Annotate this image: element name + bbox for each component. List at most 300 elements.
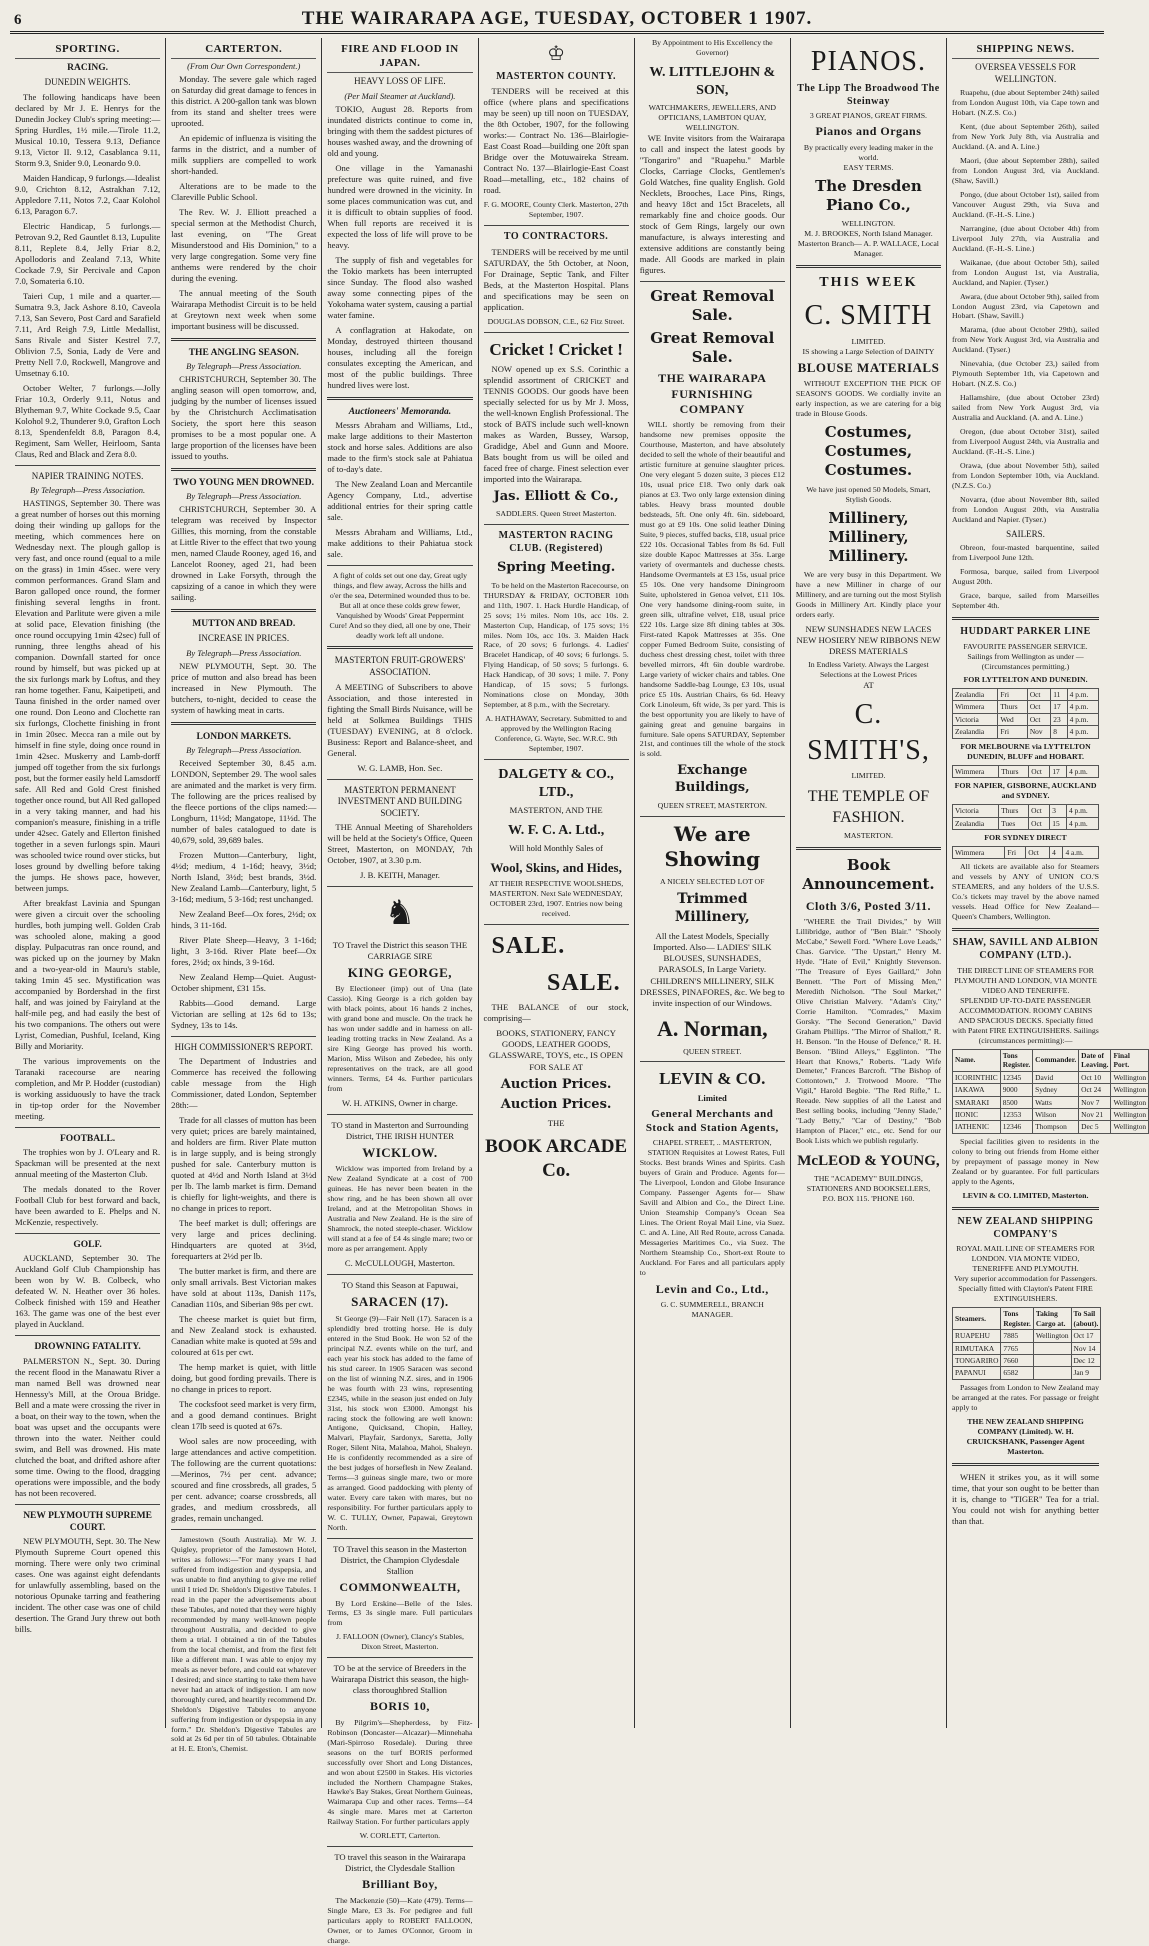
furnishing-company: THE WAIRARAPA FURNISHING COMPANY [658, 371, 767, 417]
littlejohn-body: WE Invite visitors from the Wairarapa to call and inspect the latest goods by "Tongariro" and "Ruapehu." Marble Clocks, Carriage Clocks, Gentlemen's Gold Watches, fine quality English. Gold Necklets, Brooches, Lace Pins, Rings, and heavy 18ct and 15ct Bracelets, all remarkably fine and choice goods. Our stock of Gem Rings, largely our own manufacture, is always interesting and extensive additions are constantly being made. All Goods are marked in plain figures. [639, 132, 785, 275]
ad-signature: W. G. LAMB, Hon. Sec. [357, 762, 443, 773]
article-paragraph: The butter market is firm, and there are only small arrivals. Best Victorian makes have sold at about 113s, Danish 117s, Canadian 110s, and Siberian 98s per cwt. [171, 1266, 317, 1310]
divider [327, 886, 472, 887]
stallion-name: Brilliant Boy, [362, 1877, 438, 1892]
showing-body: A NICELY SELECTED LOT OF [660, 876, 765, 886]
littlejohn-firm: W. LITTLEJOHN & SON, [649, 64, 776, 98]
heading-golf: GOLF. [73, 1240, 102, 1251]
table-cell: Tues [999, 817, 1029, 829]
shipping-item: Formosa, barque, sailed from Liverpool August 20th. [952, 567, 1100, 587]
column-1 [10, 38, 166, 1728]
table-cell: 12353 [1000, 1108, 1032, 1120]
table-cell: 6582 [1001, 1367, 1033, 1379]
table-cell: Dec 5 [1079, 1121, 1111, 1133]
table-cell: 12346 [1000, 1121, 1032, 1133]
article-paragraph: The annual meeting of the South Wairarapa Methodist Circuit is to be held at Greytown next week when some important business will be discussed. [171, 287, 317, 331]
divider [484, 225, 629, 226]
divider [952, 1207, 1099, 1210]
heading-dunedin-weights: DUNEDIN WEIGHTS. [44, 77, 131, 88]
notice-heading: MASTERTON COUNTY. [496, 70, 617, 82]
article-paragraph: Alterations are to be made to the Clareville Public School. [171, 180, 317, 202]
table-cell: Wilson [1033, 1108, 1079, 1120]
divider [327, 1657, 472, 1658]
wool-skins-hides: Wool, Skins, and Hides, [490, 859, 622, 875]
table-cell: Wellington [1111, 1084, 1149, 1096]
new-items-list: NEW SUNSHADES NEW LACES NEW HOSIERY NEW RIBBONS NEW DRESS MATERIALS [796, 623, 941, 657]
divider [15, 1335, 160, 1336]
table-header-cell: Tons Register. [1000, 1049, 1032, 1071]
heading-drowning: DROWNING FATALITY. [34, 1342, 141, 1353]
table-cell: 4 a.m. [1063, 847, 1099, 859]
table-row [953, 1108, 1149, 1120]
article-paragraph: PALMERSTON N., Sept. 30. During the recent flood in the Manawatu River a man named Bell was drowned near Hennessy's Mill, at the Oroua Bridge. Bell and a mate were crossing the river in a boat, on their way to the town, when the boat was upset and the occupants were thrown into the water. Neither could swim, and Bell was drowned. His mate clutched the boat, and drifted ashore after some time. Owing to the flood, dragging operations were impossible, and the body has not been recovered. [15, 1355, 161, 1498]
table-cell: 4 [1050, 847, 1063, 859]
divider [15, 1127, 160, 1128]
racing-club-signature: A. HATHAWAY, Secretary. Submitted to and approved by the Wellington Racing Conference, G. Wayte, Sec. W.R.C. 9th September, 1907. [485, 714, 627, 754]
stallion-name: COMMONWEALTH, [339, 1580, 461, 1595]
table-header-row [953, 1308, 1101, 1330]
nzs-body: Very superior accommodation for Passengers. Specially fitted with Clayton's Patent FIRE EXTINGUISHERS. [953, 1274, 1098, 1304]
levin-address: CHAPEL STREET, .. MASTERTON, [652, 1138, 772, 1148]
elliott-firm: Jas. Elliott & Co., [493, 488, 619, 504]
auction-prices: Auction Prices. [500, 1076, 612, 1092]
divider [952, 928, 1099, 931]
article-paragraph: Monday. The severe gale which raged on Saturday did great damage to fences in this district. A 200-gallon tank was blown from its stand and shelter trees were uprooted. [171, 73, 317, 128]
divider [484, 924, 629, 925]
nzs-sub: ROYAL MAIL LINE OF STEAMERS FOR LONDON. VIA MONTE VIDEO, TENERIFFE AND PLYMOUTH. [956, 1244, 1095, 1274]
heading-london-markets: LONDON MARKETS. [196, 731, 291, 742]
wfca-heading: W. F. C. A. Ltd., [507, 822, 605, 838]
subheading-oversea-vessels: OVERSEA VESSELS FOR WELLINGTON. [975, 62, 1076, 84]
heading-supreme-court: NEW PLYMOUTH SUPREME COURT. [23, 1510, 152, 1533]
table-row [953, 726, 1099, 738]
divider [327, 646, 472, 649]
heading-football: FOOTBALL. [60, 1134, 116, 1145]
shipping-item: Awara, (due about October 9th), sailed from London August 23rd, via Capetown and Hobart. (Shaw, Savill.) [952, 291, 1100, 321]
article-paragraph: An epidemic of influenza is visiting the farms in the district, and a number of milk suppliers are compelled to work short-handed. [171, 132, 317, 176]
costumes-body: We have just opened 50 Models, Smart, Stylish Goods. [806, 484, 931, 504]
ad-signature: W. H. ATKINS, Owner in charge. [342, 1097, 458, 1108]
divider [171, 609, 316, 612]
subheading-prices: INCREASE IN PRICES. [198, 633, 290, 644]
ad-signature: C. McCULLOUGH, Masterton. [344, 1258, 455, 1269]
table-cell: IAKAWA [953, 1084, 1001, 1096]
divider [171, 468, 316, 471]
table-cell: 4 p.m. [1067, 688, 1098, 700]
blouse-materials: BLOUSE MATERIALS [797, 359, 940, 375]
divider [171, 722, 316, 725]
table-cell: Thurs [999, 805, 1029, 817]
table-cell: PAPANUI [953, 1367, 1001, 1379]
table-row [953, 701, 1099, 713]
shaw-savill-table [952, 1049, 1149, 1134]
tabules-advert: Jamestown (South Australia). Mr W. J. Quigley, proprietor of the Jamestown Hotel, writes as follows:—"For many years I had suffered from indigestion and dyspepsia, and was unable to find anything to give me relief until I tried Dr. Sheldon's Digestive Tabules. I read in the paper the advertisements about these Tabules, and noted that they were highly recommended by many well-known people throughout Australia, and decided to give them a trial. I obtained a tin of the Tabules from the local chemist, and from the first felt like a different man. I was able to enjoy my meals as never before, and could eat whatever I desired; and since starting to take them have never had an attack of indigestion. I am now thoroughly cured, and heartily recommend Dr. Sheldon's Digestive Tabules to anyone suffering from indigestion or dyspepsia in any form." Dr. Sheldon's Digestive Tabules are sold at 2s 6d per tin of 50 tabules. Obtainable at H. E. Eton's, Chemist. [171, 1535, 317, 1754]
levin-title: General Merchants and Stock and Station Agents, [645, 1108, 779, 1135]
article-paragraph: Messrs Abraham and Williams, Ltd., make additions to their Pahiatua stock sale. [327, 526, 473, 559]
table-row [953, 1071, 1149, 1083]
shipping-item: Narrangine, (due about October 4th) from Liverpool July 27th, via Australia and Auckland. (F.-H.-S. Line.) [952, 223, 1100, 253]
table-row [953, 817, 1099, 829]
article-paragraph: Messrs Abraham and Williams, Ltd., make large additions to their Masterton stock and horse sales. Additions are also made to the firm's stock sale at Pahiatua of to-day's date. [327, 419, 473, 474]
table-header-cell: Date of Leaving. [1079, 1049, 1111, 1071]
table-header-row [953, 1049, 1149, 1071]
table-header-cell: Tons Register. [1001, 1308, 1033, 1330]
subsection-racing: RACING. [67, 63, 109, 74]
column-3 [322, 38, 478, 1945]
mcleod-young: McLEOD & YOUNG, [797, 1153, 940, 1170]
article-paragraph: The New Zealand Loan and Mercantile Agency Company, Ltd., advertise additional entries for their spring cattle sale. [327, 478, 473, 522]
book-announcement: Book Announcement. [802, 856, 935, 894]
table-row [953, 847, 1099, 859]
levin-limited: Limited [697, 1093, 727, 1104]
heading-sailers: SAILERS. [1006, 528, 1045, 539]
shipping-item: Ninevahia, (due October 23,) sailed from Plymouth September 1th, via Capetown and Hobart. (N.Z.S. Co.) [952, 359, 1100, 389]
column-4 [479, 38, 635, 1728]
trimmed-millinery: Trimmed Millinery, [674, 890, 750, 925]
ad-signature: J. B. KEITH, Manager. [359, 870, 440, 881]
heading-high-commissioner: HIGH COMMISSIONER'S REPORT. [174, 1041, 313, 1052]
table-cell: 17 [1051, 701, 1067, 713]
table-row [953, 713, 1099, 725]
endless-variety: In Endless Variety. Always the Largest Selections at the Lowest Prices [808, 659, 929, 679]
dalgety-footer: AT THEIR RESPECTIVE WOOLSHEDS, MASTERTON. Next Sale WEDNESDAY, OCTOBER 23rd, 1907. Entries now being received. [488, 879, 624, 919]
ad-signature: J. FALLOON (Owner), Clancy's Stables, Dixon Street, Masterton. [335, 1632, 464, 1652]
table-header-cell: Name. [953, 1049, 1001, 1071]
dalgety-heading: DALGETY & CO., LTD., [498, 767, 614, 801]
huddart-parker-heading: HUDDART PARKER LINE [960, 626, 1091, 638]
hp-sailing-table [952, 846, 1099, 859]
table-cell: Fri [998, 726, 1027, 738]
article-paragraph: The various improvements on the Taranaki racecourse are nearing completion, and Mr P. Hodder (custodian) is working assiduously to have the track in tip-top order for the November meeting. [15, 1056, 161, 1122]
cricket-body: NOW opened up ex S.S. Corinthic a splendid assortment of CRICKET and TENNIS GOODS. Our goods have been specially selected for us by Mr J. Moss, the well-known English Professional. The stock of BATS include such well-known makes as Warden, Bussey, Warsop, Gradidge, Abel and Gunn and Moore. Bats bought from us will be oiled and faced free of charge. Finest selection ever imported into the Wairarapa. [483, 363, 629, 484]
columns [10, 38, 1147, 1945]
removal-sale-2: Great Removal Sale. [650, 329, 775, 367]
article-paragraph: CHRISTCHURCH, September 30. A telegram was received by Inspector Gillies, this morning, from the constable at Little River to the effect that two young men, named Claude Rooney, aged 16, and Lancelot Rooney, aged 21, had been drowned in Lake Forsyth, through the capsizing of a canoe in which they were sailing. [171, 504, 317, 603]
nzs-footer: Passages from London to New Zealand may be arranged at the rates. For passage or freight apply to [952, 1382, 1100, 1412]
ad-signature: W. CORLETT, Carterton. [359, 1831, 441, 1841]
article-paragraph: River Plate Sheep—Heavy, 3 1-16d; light, 3 3-16d. River Plate beef—Ox fores, 2½d; ox hinds, 3 9-16d. [171, 934, 317, 967]
article-paragraph: Wool sales are now proceeding, with large attendances and active competition. The following are the current quotations:—Merinos, 7½ per cent. advance; scoured and fine crossbreds, all grades, 5 per cent. advance; coarse crossbreds, all grades, and medium crossbreds, all grades, remain unchanged. [171, 1436, 317, 1524]
table-cell: Zealandia [953, 726, 998, 738]
table-row [953, 1342, 1101, 1354]
table-row [953, 1367, 1101, 1379]
column-6 [791, 38, 947, 1728]
shaw-savill-sub: THE DIRECT LINE OF STEAMERS FOR PLYMOUTH AND LONDON, VIA MONTE VIDEO AND TENERIFFE. [954, 965, 1097, 995]
byline: By Telegraph—Press Association. [30, 485, 146, 496]
table-cell: Jan 9 [1071, 1367, 1101, 1379]
hp-sailing-table [952, 688, 1099, 739]
table-cell: IIONIC [953, 1108, 1001, 1120]
pianos-grand: 3 GREAT PIANOS, GREAT FIRMS. [809, 111, 927, 121]
table-header-cell: Taking Cargo at. [1033, 1308, 1071, 1330]
table-cell: 11 [1051, 688, 1067, 700]
column-2 [166, 38, 322, 1754]
table-cell [1033, 1342, 1071, 1354]
article-paragraph: The medals donated to the Rover Football Club for best forward and back, have been awarded to E. Phelps and N. McKenzie, respectively. [15, 1184, 161, 1228]
article-paragraph: New Zealand Hemp—Quiet. August-October shipment, £31 15s. [171, 971, 317, 993]
divider [952, 617, 1099, 620]
shaw-savill-body: SPLENDID UP-TO-DATE PASSENGER ACCOMMODATION. ROOMY CABINS AND SPACIOUS DECKS. Specially fitted with Patent FIRE EXTINGUISHERS. Sailings (circumstances permitting):— [952, 995, 1099, 1045]
auction-prices-2: Auction Prices. [500, 1097, 612, 1113]
hp-route-heading: FOR NAPIER, GISBORNE, AUCKLAND and SYDNEY. [954, 781, 1097, 801]
csmith-limited: LIMITED. [851, 336, 886, 346]
divider [15, 1233, 160, 1234]
table-cell: 23 [1051, 713, 1067, 725]
table-cell [1033, 1355, 1071, 1367]
sale-the: THE [547, 1118, 565, 1129]
stallion-name: WICKLOW. [362, 1144, 438, 1160]
table-cell: David [1033, 1071, 1079, 1083]
this-week: THIS WEEK [819, 274, 918, 290]
table-cell: Zealandia [953, 817, 999, 829]
table-cell: Thurs [999, 765, 1029, 777]
table-cell: TONGARIRO [953, 1355, 1001, 1367]
column-5 [635, 38, 791, 1728]
shipping-item: Waikanae, (due about October 5th), sailed from London August 1st, via Australia, Auckland, and Napier. (Tyser.) [952, 257, 1100, 287]
temple-of-fashion: THE TEMPLE OF FASHION. [807, 788, 930, 826]
hp-sailing-table [952, 804, 1099, 830]
dresden-piano: The Dresden Piano Co., [815, 176, 922, 214]
costumes: Costumes, Costumes, Costumes. [824, 423, 913, 480]
table-cell: Fri [1005, 847, 1026, 859]
table-cell: 8 [1051, 726, 1067, 738]
showing-list: All the Latest Models, Specially Imported. Also— LADIES' SILK BLOUSES, SUNSHADES, PARASOLS, In Large Variety. CHILDREN'S MILLINERY, SILK DRESSES, PINAFORES, &c. We beg to invite inspection of our Windows. [639, 930, 785, 1009]
page-number: 6 [14, 12, 22, 28]
table-cell: Wimmera [953, 765, 999, 777]
divider [15, 465, 160, 466]
article-paragraph: Electric Handicap, 5 furlongs.—Petrovan 9.2, Red Gauntlet 8.13, Lupulite 8.11, Replete 8.4, Jelly Friar 8.2, Apollodoris and Zealand 7.13, White Cockade 7.9, Sir Percivale and Capon 7.0, Somateria 6.10. [15, 220, 161, 286]
pianos-heading: PIANOS. [810, 46, 927, 77]
table-cell: Fri [998, 688, 1027, 700]
divider [796, 847, 941, 850]
ad-intro: TO travel this season in the Wairarapa District, the Clydesdale Stallion [334, 1852, 466, 1874]
divider [640, 281, 785, 282]
ad-body: By Electioneer (imp) out of Una (late Cassio). King George is a rich golden bay with black points, about 16 hands 2 inches, with grand bone and muscle. On the track he has won under saddle and in harness on all-leading trotting tracks in New Zealand. As a sire King George has proved his worth. Marion, Miss Wilson and Zebedee, his only representatives on the track, are all good winners. Terms, £4 4s. Further particulars from [327, 984, 473, 1093]
table-cell: 7660 [1001, 1355, 1033, 1367]
table-cell: Thurs [998, 701, 1027, 713]
ad-building-society-body: THE Annual Meeting of Shareholders will be held at the Society's Office, Queen Street, Masterton, on MONDAY, 7th October, 1907, at 3.30 p.m. [327, 822, 473, 866]
shipping-item: Maori, (due about September 28th), sailed from London August 3rd, via Auckland. (Shaw, Savill.) [952, 155, 1100, 185]
ad-intro: TO Travel the District this season THE CARRIAGE SIRE [332, 939, 468, 961]
horse-icon: ♞ [384, 895, 416, 933]
millinery: Millinery, Millinery, Millinery. [828, 508, 909, 565]
shaw-savill-heading: SHAW, SAVILL AND ALBION COMPANY (LTD.). [952, 937, 1099, 962]
levin-footer: Levin and Co., Ltd., [655, 1281, 769, 1296]
shaw-savill-footer: Special facilities given to residents in the colony to bring out friends from Home either by prepayment of passage money in New Zealand or by guarantee. For full particulars apply to the Agents, [952, 1136, 1100, 1186]
table-cell: Sydney [1033, 1084, 1079, 1096]
table-cell: Oct [1026, 847, 1050, 859]
sale-body: THE BALANCE of our stock, comprising— [483, 1001, 629, 1023]
ad-intro: TO be at the service of Breeders in the Wairarapa District this season, the high-class thoroughbred Stallion [331, 1663, 469, 1696]
heading-auctioneers-memoranda: Auctioneers' Memoranda. [348, 406, 452, 417]
pianos-organs: Pianos and Organs [815, 124, 922, 139]
exchange-buildings: Exchange Buildings, [674, 763, 750, 796]
ad-fruit-growers-heading: MASTERTON FRUIT-GROWERS' ASSOCIATION. [334, 655, 466, 677]
divider [327, 565, 472, 566]
stallion-name: SARACEN (17). [351, 1294, 449, 1310]
table-cell: Zealandia [953, 688, 998, 700]
removal-sale: Great Removal Sale. [650, 286, 775, 324]
temple-sub: MASTERTON. [843, 831, 893, 841]
shipping-item: Oregon, (due about October 31st), sailed from Liverpool August 24th, via Australia and Auckland. (F.-H.-S. Line.) [952, 427, 1100, 457]
mcleod-address: P.O. BOX 115. 'PHONE 160. [822, 1194, 915, 1204]
tenders-heading: TO CONTRACTORS. [503, 231, 609, 243]
book-arcade-firm: BOOK ARCADE Co. [485, 1136, 628, 1182]
divider [640, 1061, 785, 1062]
table-cell: IATHENIC [953, 1121, 1001, 1133]
spring-meeting-title: Spring Meeting. [496, 560, 616, 576]
table-cell: 12345 [1000, 1071, 1032, 1083]
exchange-sub: QUEEN STREET, MASTERTON. [657, 800, 767, 810]
divider [640, 816, 785, 817]
table-row [953, 1330, 1101, 1342]
table-cell: RIMUTAKA [953, 1342, 1001, 1354]
racing-club-body: To be held on the Masterton Racecourse, on THURSDAY & FRIDAY, OCTOBER 10th and 11th, 1907. 1. Hack Hurdle Handicap, of 25 sovs; 1½ miles. Nom 10s, acc 10s. 2. Masterton Cup, Handicap, of 175 sovs; 1½ miles. Nom 10s, acc 10s. 3. Maiden Hack Race, of 20 sovs; 6 furlongs. 4. Ladies' Bracelet Handicap, of 40 sovs; 6 furlongs. 5. Flying Handicap, of 50 sovs; 5 furlongs. 6. Hack Handicap, of 30 sovs; 1 mile. 7. Pony Handicap, of 15 sovs; 5 furlongs. Nominations close on Monday, 30th September, at 8 p.m., with the Secretary. [483, 580, 629, 710]
shipping-item: Orawa, (due about November 5th), sailed from London September 10th, via Auckland. (N.Z.S. Co.) [952, 461, 1100, 491]
appointment-note: By Appointment to His Excellency the Governor) [651, 38, 773, 57]
hp-route-heading: FOR LYTTELTON AND DUNEDIN. [963, 674, 1088, 684]
table-cell: 4 p.m. [1067, 805, 1099, 817]
table-row [953, 1084, 1149, 1096]
divider [327, 1846, 472, 1847]
table-header-cell: Commander. [1033, 1049, 1079, 1071]
millinery-body: We are very busy in this Department. We have a new Milliner in charge of our Millinery, and are turning out the most Stylish Goods in Millinery Art. Kindly place your orders early. [795, 570, 942, 620]
organs-body: By practically every leading maker in the world. [803, 142, 933, 162]
shaw-savill-agents: LEVIN & CO. LIMITED, Masterton. [962, 1190, 1089, 1200]
heading-two-young-men: TWO YOUNG MEN DROWNED. [173, 477, 315, 488]
nzs-heading: NEW ZEALAND SHIPPING COMPANY'S [957, 1215, 1094, 1240]
ad-body: Wicklow was imported from Ireland by a New Zealand Syndicate at a cost of 700 guineas. He has never been beaten in the show ring, and he has been shown all over Ireland, and at the Metropolitan Shows in Australia and New Zealand. He is the sire of Shamrock, the noted steeple-chaser. Wicklow will stand at a fee of £4 4s single mare; two or more as per arrangement. Apply [327, 1164, 473, 1254]
csmith-firm: C. SMITH [804, 299, 933, 331]
shipping-item: Marama, (due about October 29th), sailed from New York August 3rd, via Australia and Auckland. (Tyser.) [952, 325, 1100, 355]
sale-items: BOOKS, STATIONERY, FANCY GOODS, LEATHER GOODS, GLASSWARE, TOYS, etc., IS OPEN FOR SALE AT [489, 1027, 624, 1072]
notice-body: TENDERS will be received at this office (where plans and specifications may be seen) up till noon on TUESDAY, the 8th October, 1907, for the following works:— Contract No. 136—Blairlogie-East Coast Road—building one 20ft span Bridge over the Motuwaireka Stream. Contract No. 137—Blairlogie-East Coast Road—metalling, etc., 182 chains of road. [483, 86, 629, 196]
article-paragraph: Trade for all classes of mutton has been very quiet; prices are barely maintained, and holders are firm. River Plate mutton is in large supply, and is being strongly pushed for sale. Canterbury mutton is quoted at 4½d and North Island at 3½d per lb. The lamb market is firm. Demand is chiefly for light-weights, and there is no change in prices to report. [171, 1115, 317, 1214]
article-paragraph: Rabbits—Good demand. Large Victorian are selling at 12s 6d to 13s; Sydney, 13s to 14s. [171, 997, 317, 1030]
ad-fruit-growers-body: A MEETING of Subscribers to above Association, and those interested in fighting the Small Birds Nuisance, will be held at Solkmea Buildings THIS (TUESDAY) EVENING, at 8 o'clock. Business: Report and Balance-sheet, and General. [327, 681, 473, 758]
article-paragraph: TOKIO, August 28. Reports from inundated districts continue to come in, bringing with them the saddest pictures of houses washed away, and the drowning of old and young. [327, 103, 473, 158]
levin-body: STATION Requisites at Lowest Rates, Full Stocks. Best brands Wines and Spirits. Cash buyers of Grain and Produce. Agents for— The Liverpool, London and Globe Insurance Company. Passenger Agents for— Shaw Savill and Albion and Co., the Direct Line. Union Steamship Company's Ocean Sea Lines. The Orient Royal Mail Line, via Suez. C. and A. Line, All Red Route, across Canada. Messageries Maritimes Co., via Suez. The Northern Steamship Co., Short-ext Route to Auckland. For Fares and all particulars apply to [639, 1148, 785, 1277]
table-cell: Wimmera [953, 701, 998, 713]
shipping-item: Grace, barque, sailed from Marseilles September 4th. [952, 591, 1100, 611]
article-paragraph: NEW PLYMOUTH, Sept. 30. The New Plymouth Supreme Court opened this morning. There were only two criminal cases. One was against eight defendants for unlawfully assembling, based on the notorious Opunake tarring and feathering incident. The other case was one of child desertion. The Grand Jury threw out both bills. [15, 1535, 161, 1634]
divider [327, 397, 472, 400]
cloth-price: Cloth 3/6, Posted 3/11. [805, 898, 932, 913]
heading-shipping-news: SHIPPING NEWS. [952, 42, 1099, 59]
table-cell: Nov 21 [1079, 1108, 1111, 1120]
ad-intro: TO Travel this season in the Masterton District, the Champion Clydesdale Stallion [333, 1544, 467, 1577]
article-paragraph: Frozen Mutton—Canterbury, light, 4½d; medium, 4 1-16d; heavy, 3½d; North Island, 3½d; best brands, 3½d. New Zealand Lamb—Canterbury, light, 5 3-16d; medium, 5 3-16d; rest unchanged. [171, 849, 317, 904]
table-cell: Nov 14 [1071, 1342, 1101, 1354]
dalgety-sub: MASTERTON, AND THE [509, 804, 603, 815]
table-cell: Oct [1027, 688, 1050, 700]
article-paragraph: October Welter, 7 furlongs.—Jolly Friar 10.3, Orderly 9.11, Notus and Blytheman 9.7, White Cockade 9.5, Caar Kolohol 9.2, Thunderer 9.0, Grafton Loch 8.13, Spendenfeldt 8.8, Paragon 8.4, Regiment, Sam Weller, Heirloom, Santa Claus, Red and Black and Zera 8.0. [15, 382, 161, 459]
shipping-item: Hallamshire, (due about October 23rd) sailed from New York August 3rd, via Australia and Auckland. (A. and A. Line.) [952, 393, 1100, 423]
article-paragraph: The supply of fish and vegetables for the Tokio markets has been interrupted since Sunday. The flood also washed away some connecting pipes of the Yokohama water system, causing a partial water famine. [327, 254, 473, 320]
byline: By Telegraph—Press Association. [186, 491, 302, 502]
notice-signature: F. G. MOORE, County Clerk. Masterton, 27th September, 1907. [483, 200, 629, 220]
newspaper-title: THE WAIRARAPA AGE, TUESDAY, OCTOBER 1 1907. [301, 8, 813, 29]
article-paragraph: The Rev. W. J. Elliott preached a special sermon at the Methodist Church, last evening, on "The Great Misunderstood and His Dominion," to a very large congregation. Some very fine anthems were rendered by the choir during the evening. [171, 206, 317, 283]
furnishing-body: WILL shortly be removing from their handsome new premises opposite the Courthouse, Masterton, and have absolutely decided to sell the whole of their beautiful and artistic furniture at genuine slaughter prices. One very elegant 5 dozen suite, 3 pieces £12 10s, usual price £18. Two only dark oak pianos at £3. Two only large extension dining tables. Heavy brass mounted double bedsteads, 5ft. One only 4ft. 6in. sideboard, must go at £9 10s. One solid leather Dining Suite, 9 pieces, stuffed backs, £18, usual price £22 10s. Occasional Tables from 8s 6d. Full size double Kapoc Mattresses at 35s. Large variety of overmantels and duchesse chests. Handsome Overmantels at £3 15s, usual price £5 10s. One very handsome Diningroom Suite, upholstered in Genoa velvet, £11 10s. One very handsome dining-room suite, in green silk, ultrafine velvet, £18, usual price £22 10s. Large size 8ft dining tables at 30s. First-rated Kapok Mattresses at 35s. One copper Fumed Bedroom Suite, consisting of duchess chest dressing chest, toilet with three bevelled mirrors, 4ft 6in double wardrobe. Large variety of wicker chairs and tables. One handsome Saddle-bag Lounge, £3 10s, usual price £5 10s. Austrian Chairs, 6s 6d. Heavy Cork Linoleum, 6ft wide, 3s per yard. This is the best opportunity you are likely to have of gaining great and genuine bargains in furniture. Sale opens SATURDAY, September 21st, and continues till the whole of the stock is sold. [639, 420, 785, 759]
table-cell: Wellington [1111, 1096, 1149, 1108]
heading-angling-season: THE ANGLING SEASON. [188, 347, 299, 358]
article-paragraph: The beef market is dull; offerings are very large and prices declining. Hindquarters are quoted at 3½d, forequarters at 2½d per lb. [171, 1218, 317, 1262]
table-cell: Dec 12 [1071, 1355, 1101, 1367]
article-paragraph: NEW PLYMOUTH, Sept. 30. The price of mutton and also bread has been increased in New Plymouth. The butchers, to-night, decided to cease the system of hawking meat in carts. [171, 660, 317, 715]
table-cell: Oct [1029, 765, 1050, 777]
table-cell: Nov 7 [1079, 1096, 1111, 1108]
table-cell: 3 [1050, 805, 1067, 817]
hp-sailing-table [952, 765, 1099, 778]
masthead [10, 6, 1104, 34]
stallion-name: BORIS 10, [370, 1699, 430, 1714]
peppermint-cure-poem: A fight of colds set out one day, Great ugly things, and flew away, Across the hills and o'er the sea, Determined wounded thus to be. But all at once these colds grew fewer, Vanquished by Woods' Great Peppermint Cure! And so they died, all one by one, Their deadly work left all undone. [329, 570, 471, 640]
section-sporting: SPORTING. [15, 42, 160, 59]
heading-fire-flood-japan: FIRE AND FLOOD IN JAPAN. [327, 42, 472, 73]
dresden-sub: WELLINGTON. [841, 219, 896, 229]
byline: By Telegraph—Press Association. [186, 647, 302, 658]
nzs-table [952, 1307, 1101, 1380]
tenders-signature: DOUGLAS DOBSON, C.E., 62 Fitz Street. [487, 317, 625, 327]
article-paragraph: One village in the Yamanashi prefecture was quite ruined, and five hundred were drowned in the vicinity. In some places communication was cut, and it is difficult to obtain supplies of food. When full reports are received it is expected the loss of life will prove to be heavy. [327, 162, 473, 250]
article-paragraph: New Zealand Beef—Ox fores, 2½d; ox hinds, 3 11-16d. [171, 908, 317, 930]
blouse-body: WITHOUT EXCEPTION THE PICK OF SEASON'S GOODS. We cordially invite an early inspection, as we are catering for a big trade in Blouse Goods. [795, 379, 942, 419]
tenders-body: TENDERS will be received by me until SATURDAY, the 5th October, at Noon, For Drainage, Septic Tank, and Filter Beds, at the Masterton Hospital. Plans and specifications may be seen on application. [483, 247, 629, 313]
ad-intro: TO Stand this Season at Fapuwai, [341, 1280, 459, 1291]
table-cell: 7765 [1001, 1342, 1033, 1354]
table-row [953, 765, 1099, 777]
littlejohn-sub: WATCHMAKERS, JEWELLERS, AND OPTICIANS, LAMBTON QUAY, WELLINGTON. [648, 102, 776, 132]
article-paragraph: The hemp market is quiet, with little doing, but good fording prevails. There is no change in prices to report. [171, 1362, 317, 1395]
hp-route-heading: FOR SYDNEY DIRECT [984, 833, 1067, 843]
table-cell: Oct [1027, 701, 1050, 713]
table-cell: Oct 17 [1071, 1330, 1101, 1342]
column-7 [947, 38, 1147, 1728]
table-row [953, 688, 1099, 700]
article-paragraph: The trophies won by J. O'Leary and R. Spackman will be presented at the next annual meeting of the Masterton Club. [15, 1147, 161, 1180]
article-paragraph: Received September 30, 8.45 a.m. LONDON, September 29. The wool sales are animated and the market is very firm. The following are the prices realised by the fleece portions of the clips named:—Longburn, 11½d; Mangatope, 11½d. The number of bales catalogued to date is 40,679, sold, 39,689 bales. [171, 757, 317, 845]
table-cell: Nov [1027, 726, 1050, 738]
heading-carterton: CARTERTON. [171, 42, 316, 59]
table-cell [1033, 1367, 1071, 1379]
table-cell: Oct [1029, 805, 1050, 817]
shipping-item: Ruapehu, (due about September 24th) sailed from London August 10th, via Cape town and Hobart. (N.Z.S. Co.) [952, 88, 1100, 118]
nzs-agent: THE NEW ZEALAND SHIPPING COMPANY (Limited). W. H. CRUICKSHANK, Passenger Agent Masterton. [966, 1416, 1085, 1456]
table-row [953, 1355, 1101, 1367]
royal-crest-icon: ♔ [547, 43, 566, 65]
table-cell: 9000 [1000, 1084, 1032, 1096]
book-list: "WHERE the Trail Divides," by Will Lillibridge, author of "Ben Blair." "Shooly McCabe," Sewell Ford. "Where Love Leads," Chas. Garvice. "The Upstart," Henry M. Hyde. "Hate of Evil," Knightly Stevenson. "The Treasure of Eyes Gaillard," John Bennett. "The Port of Missing Men," Meredith Nicholson. "The Soul Market," Olive Christian Malvery. "Adam's City," Corrie Hamilton. "Comrades," Maxim Gorsky. "The Second Generation," David Graham Phillips. "The Mirror of Shallott," R. H. Benson. "In the House of Defence," R. H. Benson. "Blind Alleys," Egglinton. "The Heart that Knows," Roberts. "Lady Wife Demeter," Frances Barcroft. "The Bishop of Cottontown," J. Trotwood Moore. "The Vigil," Harold Begbie. "The Red Rifle," L. Reeade. New supplies of all the Latest and Best selling books, including "Jenny Slade," "Lady Betty," "Car of Destiny," "Bob Hampton of Placer," etc., etc. Send for our Book Lists which we publish regularly. [795, 916, 942, 1146]
shipping-item: Obreon, four-masted barquentine, sailed from Liverpool June 12th. [952, 543, 1100, 563]
levin-heading: LEVIN & CO. [659, 1069, 766, 1089]
byline: By Telegraph—Press Association. [186, 744, 302, 755]
divider [796, 265, 941, 268]
table-cell: 4 p.m. [1067, 726, 1098, 738]
we-are-showing: We are Showing [664, 821, 761, 872]
table-cell: 17 [1050, 765, 1067, 777]
table-cell: Thompson [1033, 1121, 1079, 1133]
article-paragraph: HASTINGS, September 30. There was a great number of horses out this morning doing their winding up gallops for the meeting, which commences here on Wednesday next. The plough gallop is very fast, and once round (equal to a mile on the grass) in 1min 45sec. were very common performances. Grand Slam and Baron galloped once round, the former finishing several lengths in front. Elevation and Parlitute were given a mile at solid pace, Elevation finishing (the once round occupying 1min 42sec) full of running, three lengths ahead of his companion. Downfall started for once round by himself, but was picked up at the six furlongs mark by Loftus, and they ran home together. Fanu, Kaipetipeti, and Tauna finished in the order named over one round. Don Leono and Clochette ran six furlongs, Clochette finishing in front in 1min 20sec. Mecca ran a mile out by himself in fine style, doing once round in 1min 42sec. Muskerry and Lamb-dorff jumped off together from the six furlongs post, but the former easily held Lamsdorff safe. All Red and Gold Crest finished together once round, but All Red galloped in a very taking manner, and had his companion's measure, finishing in a trifle under 42sec. Gately and Ellerton finished together in a seven furlongs spin. Mauri was schooled twice round over sticks, but loses ground by dwelling before taking the jumps. He shows pace, however, between jumps. [15, 498, 161, 894]
divider [15, 1504, 160, 1505]
table-cell: Victoria [953, 805, 999, 817]
ad-body: By Lord Erskine—Belle of the Isles. Terms, £3 3s single mare. Full particulars from [327, 1598, 473, 1628]
ad-body: The Mackenzie (50)—Kate (479). Terms—Single Mare, £3 3s. For pedigree and full particulars apply to ROBERT FALLOON, Owner, or to James O'Connor, Groom in charge. [327, 1895, 473, 1945]
table-cell: 4 p.m. [1067, 817, 1099, 829]
table-cell: 4 p.m. [1067, 713, 1098, 725]
hp-footer: All tickets are available also for Steamers and vessels by ANY of UNION CO.'S STEAMERS, and any holders of the U.S.S. Co.'s tickets may travel by the above named vessels. Head Office for New Zealand—Queen's Chambers, Wellington. [952, 862, 1100, 922]
cricket-heading: Cricket ! Cricket ! [489, 340, 623, 360]
